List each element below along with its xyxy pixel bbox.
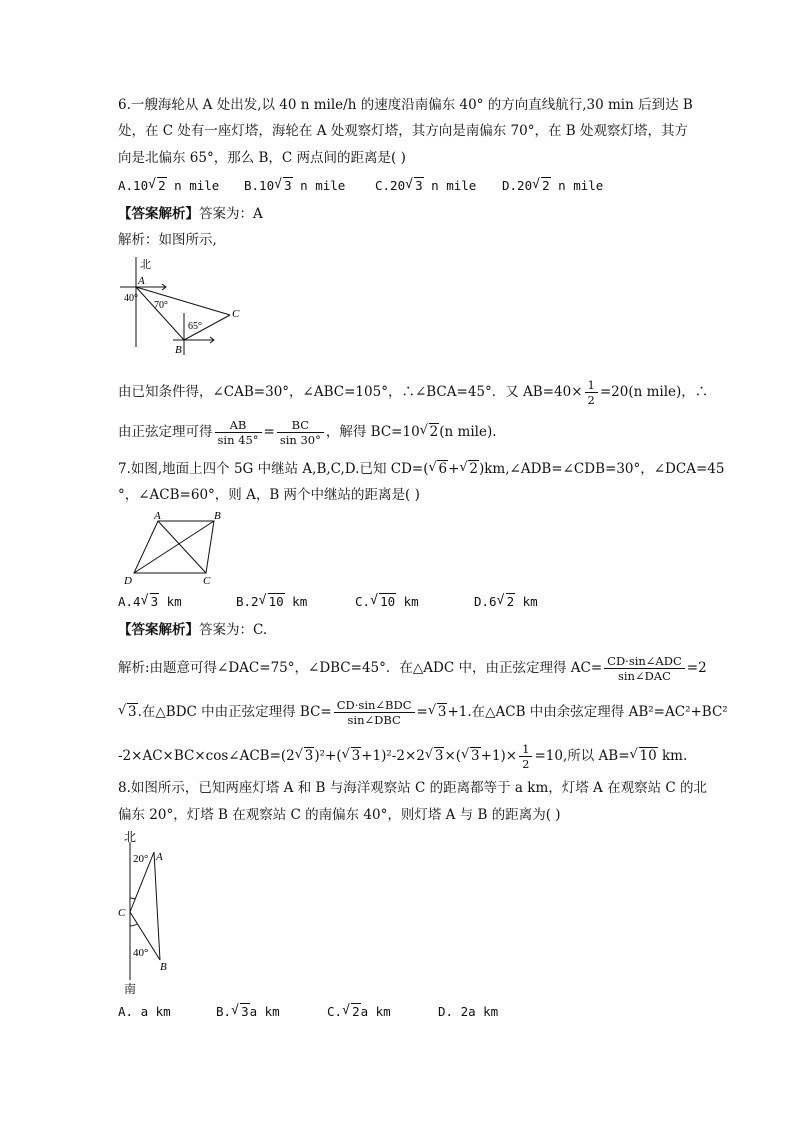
answer-tag: 【答案解析】: [118, 622, 199, 638]
fraction-half: [585, 378, 598, 407]
sqrt: [425, 747, 445, 765]
sqrt: [342, 747, 362, 765]
q6-option-d-prefix: D.20: [502, 178, 533, 193]
q6-option-c-unit: n mile: [423, 178, 477, 193]
point-d-label: D: [124, 575, 132, 587]
q6-option-c-prefix: C.20: [375, 178, 406, 193]
q8-option-b-unit: a km: [249, 1004, 280, 1019]
sqrt: [259, 594, 285, 609]
angle-40-label: 40°: [124, 293, 138, 304]
q7-sol3-part: ×(: [444, 748, 462, 764]
angle-20-label: 20°: [133, 853, 149, 865]
sqrt: [428, 460, 448, 478]
radicand: 3: [304, 748, 314, 764]
q6-analysis-label: 解析：如图所示,: [118, 232, 217, 248]
q7-option-a-unit: km: [159, 594, 182, 609]
q6-solution-line-2: [118, 418, 497, 447]
q6-stem-line-2: 处，在 C 处有一座灯塔，海轮在 A 处观察灯塔，其方向是南偏东 70°，在 B 处观察灯塔，其方: [118, 123, 688, 139]
angle-40-label: 40°: [133, 947, 149, 959]
q7-sol3-part: =10,所以 AB=: [534, 748, 630, 764]
q6-sol1-tail: =20(n mile)，∴: [599, 384, 709, 400]
fraction-bc: [277, 418, 324, 447]
q8-option-d: D. 2a km: [438, 1004, 499, 1019]
q7-line1-tail: )km,∠ADB=∠CDB=30°，∠DCA=45: [478, 461, 725, 477]
denominator: sin∠DAC: [617, 669, 671, 683]
fraction-ab: [215, 418, 262, 447]
north-label: 北: [140, 259, 151, 271]
q7-option-a-prefix: A.4: [118, 594, 141, 609]
point-a-label: A: [156, 851, 163, 863]
q6-option-b: [244, 178, 345, 193]
denominator: 2: [587, 393, 595, 407]
plus: +: [448, 461, 460, 477]
point-a-label: A: [154, 510, 161, 522]
sqrt: [274, 178, 293, 193]
sqrt: [497, 594, 516, 609]
equals: =: [263, 424, 275, 440]
q8-option-b: [216, 1004, 280, 1019]
point-c-label: C: [118, 907, 126, 919]
q6-sol2-mid: ，解得 BC=10: [325, 424, 420, 440]
q7-option-c-prefix: C.: [355, 594, 371, 609]
fraction-bc: [334, 698, 415, 727]
sqrt: [148, 178, 167, 193]
sqrt: [420, 423, 440, 441]
numerator: 1: [519, 742, 532, 757]
q7-sol3-part: +1)×: [480, 748, 518, 764]
q6-option-a: [118, 178, 219, 193]
radicand: 2: [429, 424, 439, 440]
q8-figure: [116, 828, 186, 996]
q7-figure: [118, 508, 238, 588]
q7-stem-line-2: °，∠ACB=60°，则 A，B 两个中继站的距离是( ): [118, 487, 420, 503]
q7-option-b-unit: km: [284, 594, 308, 609]
q7-sol3-part: )²+(: [314, 748, 342, 764]
q6-sol1-text: 由已知条件得，∠CAB=30°，∠ABC=105°，∴∠BCA=45°．又 AB=40×: [118, 384, 583, 400]
q7-sol3-tail: km.: [657, 748, 688, 764]
q8-option-c-unit: a km: [360, 1004, 391, 1019]
q6-option-c: [375, 178, 476, 193]
denominator: sin 45°: [217, 433, 259, 447]
q6-option-a-prefix: A.10: [118, 178, 149, 193]
point-b-label: B: [214, 510, 221, 522]
radicand: 3: [437, 704, 447, 720]
q7-sol2-text: .在△BDC 中由正弦定理得 BC=: [137, 704, 332, 720]
answer-tag: 【答案解析】: [118, 206, 199, 222]
q8-option-c-prefix: C.: [327, 1004, 343, 1019]
angle-70-label: 70°: [154, 300, 168, 311]
angle-65-label: 65°: [188, 321, 202, 332]
q7-option-b-prefix: B.2: [236, 594, 259, 609]
q6-option-d: [502, 178, 603, 193]
denominator: sin∠DBC: [347, 713, 401, 727]
q6-answer: [118, 205, 263, 223]
q6-sol2-text: 由正弦定理可得: [118, 424, 213, 440]
radicand: 3: [434, 748, 444, 764]
q7-answer: [118, 621, 267, 639]
q7-sol3-text: -2×AC×BC×cos∠ACB=(2: [118, 748, 295, 764]
fraction-half: [519, 742, 532, 771]
radicand: 3: [471, 748, 480, 764]
sqrt: [141, 594, 160, 609]
radicand: 3: [351, 748, 361, 764]
denominator: sin 30°: [279, 433, 321, 447]
q7-option-a: [118, 594, 182, 609]
q7-option-d-unit: km: [515, 594, 538, 609]
answer-text: 答案为：C.: [199, 622, 268, 638]
q7-solution-line-1: [118, 654, 707, 683]
sqrt: [461, 747, 481, 765]
q7-sol2-tail: +1.在△ACB 中由余弦定理得 AB²=AC²+BC²: [447, 704, 728, 720]
point-a-label: A: [138, 275, 145, 287]
numerator: CD·sin∠ADC: [604, 654, 685, 669]
radicand: 2: [506, 594, 515, 609]
sqrt: [370, 594, 396, 609]
radicand: 3: [128, 704, 137, 720]
sqrt: [428, 703, 448, 721]
q7-stem-line-1: [118, 460, 724, 478]
sqrt: [342, 1004, 361, 1019]
q6-figure: [118, 255, 248, 360]
equals: =: [416, 704, 428, 720]
denominator: 2: [522, 757, 530, 771]
radicand: 3: [241, 1004, 249, 1019]
south-label: 南: [124, 982, 137, 996]
numerator: AB: [215, 418, 262, 433]
north-label: 北: [124, 830, 137, 844]
q7-option-d-prefix: D.6: [474, 594, 497, 609]
radicand: 10: [639, 748, 657, 764]
q8-option-b-prefix: B.: [216, 1004, 232, 1019]
q6-option-a-unit: n mile: [166, 178, 220, 193]
numerator: CD·sin∠BDC: [334, 698, 415, 713]
q6-option-b-unit: n mile: [292, 178, 346, 193]
radicand: 10: [380, 594, 396, 609]
sqrt: [231, 1004, 250, 1019]
sqrt: [459, 460, 479, 478]
q8-stem-line-1: 8.如图所示，已知两座灯塔 A 和 B 与海洋观察站 C 的距离都等于 a km，灯塔 A 在观察站 C 的北: [118, 780, 707, 796]
q8-option-a: A. a km: [118, 1004, 171, 1019]
point-c-label: C: [203, 575, 211, 587]
q8-stem-line-2: 偏东 20°，灯塔 B 在观察站 C 的南偏东 40°，则灯塔 A 与 B 的距离为( ): [118, 807, 561, 823]
point-c-label: C: [232, 308, 240, 320]
q7-sol1-tail: =2: [686, 660, 707, 676]
q6-option-c-radicand: 3: [415, 178, 423, 193]
segment-ac: [136, 287, 230, 315]
sqrt: [532, 178, 551, 193]
q6-option-d-radicand: 2: [542, 178, 550, 193]
point-b-label: B: [160, 961, 167, 973]
q6-option-b-radicand: 3: [284, 178, 292, 193]
radicand: 2: [352, 1004, 360, 1019]
q6-sol2-tail: (n mile).: [439, 424, 497, 440]
radicand: 2: [469, 461, 478, 477]
q7-option-c-unit: km: [396, 594, 419, 609]
radicand: 6: [438, 461, 448, 477]
q6-stem-line-1: 6.一艘海轮从 A 处出发,以 40 n mile/h 的速度沿南偏东 40° 的方向直线航行,30 min 后到达 B: [118, 97, 693, 113]
q7-option-c: [355, 594, 419, 609]
angle-arc-20: [130, 898, 135, 899]
q6-option-a-radicand: 2: [158, 178, 166, 193]
radicand: 3: [150, 594, 159, 609]
fraction-ac: [604, 654, 685, 683]
sqrt: [405, 178, 424, 193]
q8-option-c: [327, 1004, 391, 1019]
sqrt: [630, 747, 658, 765]
q7-option-d: [474, 594, 538, 609]
segment-ab: [154, 852, 160, 960]
q7-sol3-part: +1)²-2×2: [361, 748, 425, 764]
radicand: 10: [268, 594, 284, 609]
numerator: BC: [277, 418, 324, 433]
q6-stem-line-3: 向是北偏东 65°，那么 B，C 两点间的距离是( ): [118, 150, 406, 166]
q7-sol1-text: 解析:由题意可得∠DAC=75°，∠DBC=45°．在△ADC 中，由正弦定理得 AC=: [118, 660, 603, 676]
q6-option-b-prefix: B.10: [244, 178, 275, 193]
q6-option-d-unit: n mile: [550, 178, 604, 193]
q6-solution-line-1: [118, 378, 708, 407]
q7-option-b: [236, 594, 307, 609]
segment-ab: [136, 287, 184, 340]
sqrt: [295, 747, 315, 765]
numerator: 1: [585, 378, 598, 393]
point-b-label: B: [175, 344, 182, 356]
q7-line1-text: 7.如图,地面上四个 5G 中继站 A,B,C,D.已知 CD=(: [118, 461, 429, 477]
q7-solution-line-3: [118, 742, 687, 771]
sqrt: [118, 703, 138, 721]
answer-text: 答案为：A: [199, 206, 263, 222]
diagonal-ac: [158, 521, 206, 573]
angle-arc-40: [130, 924, 137, 926]
q7-solution-line-2: [118, 698, 728, 727]
